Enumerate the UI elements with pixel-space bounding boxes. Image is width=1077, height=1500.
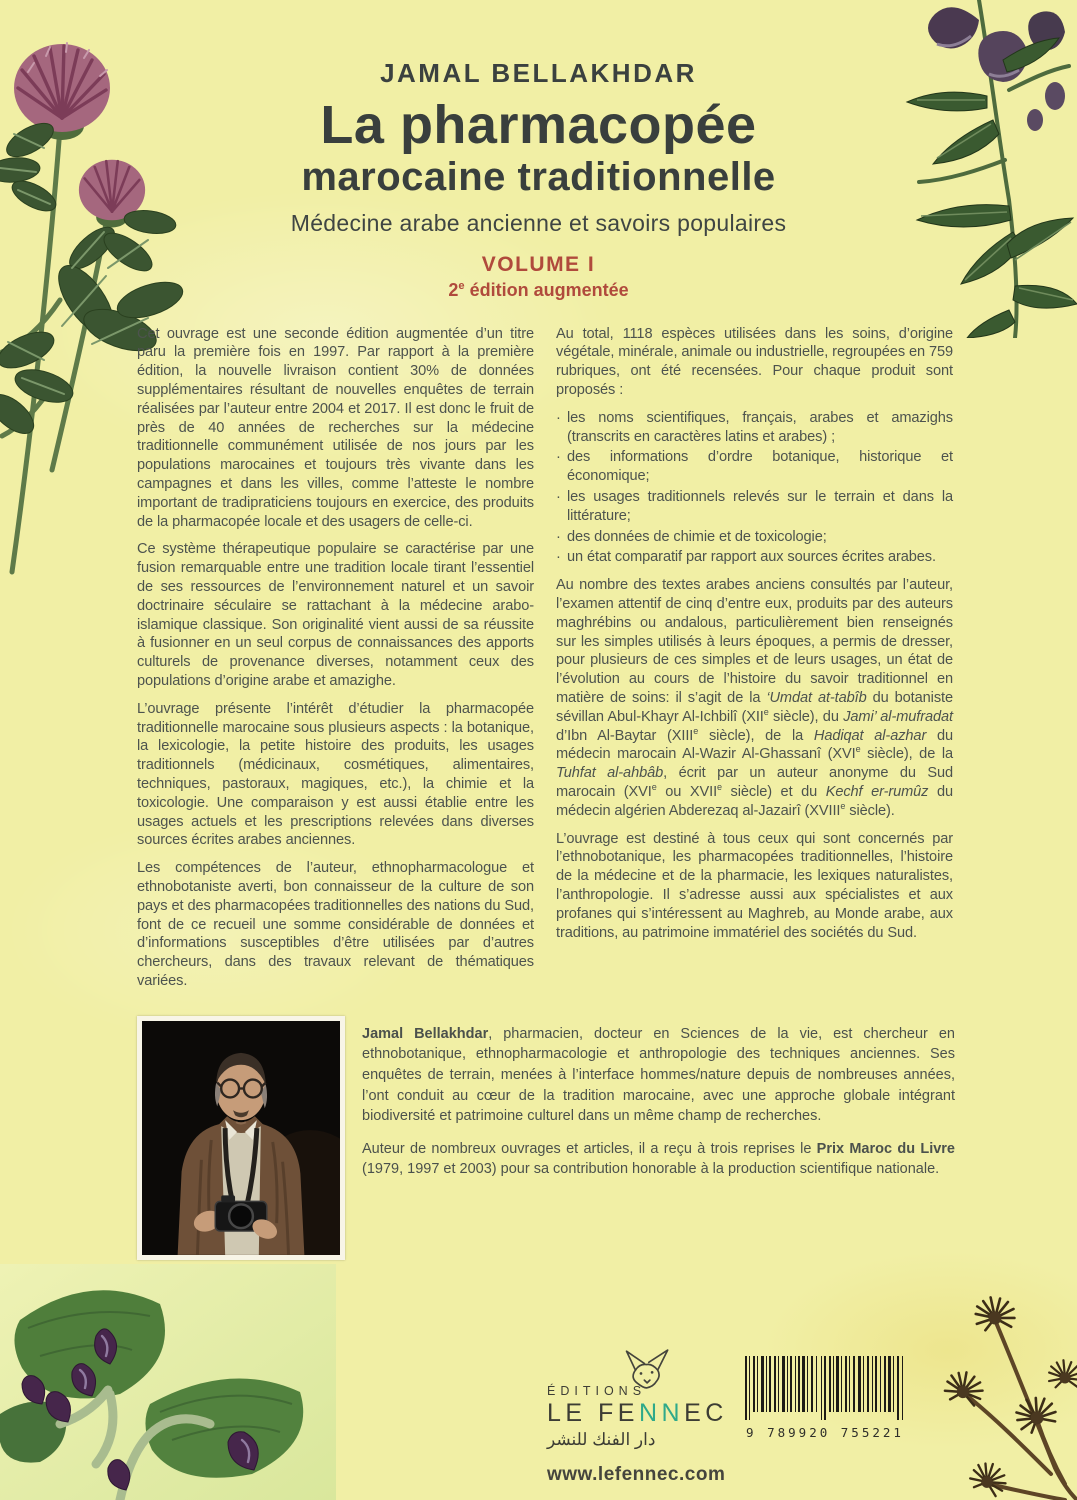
author-bio-section bbox=[137, 1016, 955, 1260]
paragraph: Les compétences de l’auteur, ethnopharmacologue et ethnobotaniste averti, bon connaisseur de la culture de son pays et des pharmacopées traditionnelles des nations du Sud, font de ce recueil une somme considérable de données et d’informations susceptibles d’être utilisées par d’autres chercheurs, dans des travaux relevant de thématiques variées. bbox=[137, 860, 534, 989]
paragraph: Au nombre des textes arabes anciens consultés par l’auteur, l’examen attentif de cinq d’entre eux, produits par des auteurs maghrébins ou andalous, particulièrement bien renseignés sur les simples utilisés à leurs époques, a permis de dresser, pour plusieurs de ces simples et de leurs usages, un état de l’évolution au cours de l’histoire du savoir traditionnel en matière de soins: il s’agit de la ‘Umdat at-tabîb du botaniste sévillan Abul-Khayr Al-Ichbilî (XIIe siècle), du Jami’ al-mufradat d’Ibn Al-Baytar (XIIIe siècle), de la Hadiqat al-azhar du médecin marocain Al-Wazir Al-Ghassanî (XVIe siècle), de la Tuhfat al-ahbâb, écrit par un auteur anonyme du Sud marocain (XVIe ou XVIIe siècle) et du Kechf er-rumûz du médecin algérien Abderezaq al-Jazairî (XVIIIe siècle). bbox=[556, 577, 954, 819]
bullet-item: · un état comparatif par rapport aux sources écrites arabes. bbox=[556, 549, 936, 566]
publisher-arabic-name: دار الفنك للنشر bbox=[547, 1430, 656, 1449]
bullet-marker: · bbox=[556, 528, 561, 545]
bullet-item: · les usages traditionnels relevés sur le terrain et dans la littérature; bbox=[556, 489, 953, 524]
edition-label: 2e édition augmentée bbox=[448, 279, 629, 300]
bullet-item: · les noms scientifiques, français, arabes et amazighs (transcrits en caractères latins et arabes) ; bbox=[556, 409, 953, 445]
cover-header bbox=[0, 0, 1077, 301]
book-title-line1: La pharmacopée bbox=[320, 95, 757, 155]
editions-label: ÉDITIONS bbox=[547, 1384, 647, 1398]
body-columns bbox=[137, 325, 953, 1000]
author-photo bbox=[137, 1016, 345, 1260]
paragraph: L’ouvrage présente l’intérêt d’étudier la pharmacopée traditionnelle marocaine sous plusieurs aspects : la botanique, la lexicologie, la petite histoire des produits, les usages traditionnels (médicinaux, cosmétiques, alimentaires, techniques, pastoraux, magiques, etc.), la chimie et la toxicologie. Une comparaison y est aussi établie entre les usages actuels et les prescriptions relevées dans diverses sources écrites arabes anciennes. bbox=[137, 700, 534, 849]
right-column bbox=[556, 325, 953, 1000]
barcode-block bbox=[737, 1356, 913, 1440]
paragraph: Ce système thérapeutique populaire se caractérise par une fusion remarquable entre une tradition locale tirant l’essentiel de ses ressources de l’environnement naturel et un savoir doctrinaire séculaire se rattachant à la médecine arabo-islamique classique. Son originalité vient aussi de sa réussite à fusionner en un seul corpus de connaissances des apports culturels de provenance diverses, notamment ceux des populations d’origine arabe et amazighe. bbox=[137, 541, 534, 690]
website-url: www.lefennec.com bbox=[547, 1464, 726, 1485]
bio-paragraph: Jamal Bellakhdar, pharmacien, docteur en Sciences de la vie, est chercheur en ethnobotanique, ethnopharmacologie et anthropologie des techniques anciennes. Ses enquêtes de terrain, menées à l’interface hommes/nature depuis de nombreuses années, l’ont conduit au cœur de la tradition marocaine, avec une approche globale intégrant biodiversité et patrimoine culturel dans un même champ de recherches. bbox=[362, 1025, 955, 1125]
publisher-name: LE FENNEC bbox=[547, 1399, 728, 1427]
author-bio-text bbox=[362, 1016, 955, 1260]
bullet-marker: · bbox=[556, 409, 561, 426]
volume-label: VOLUME I bbox=[481, 252, 596, 276]
paragraph: L’ouvrage est destiné à tous ceux qui sont concernés par l’ethnobotanique, les pharmacopées traditionnelles, l’histoire de la médecine et de la pharmacie, les lexiques naturalistes, l’anthropologie. Il s’adresse aussi aux spécialistes et aux profanes qui s’intéressent au Maghreb, au Monde arabe, aux traditions, au patrimoine immatériel des sociétés du Sud. bbox=[556, 830, 953, 941]
fennec-fox-icon bbox=[621, 1346, 671, 1397]
paragraph: Cet ouvrage est une seconde édition augmentée d’un titre paru la première fois en 1997. Par rapport à la première édition, la nouvelle livraison contient 30% de données supplémentaires résultant de nouvelles enquêtes de terrain réalisées par l’auteur entre 2004 et 2017. Il est donc le fruit de près de 40 années de recherches sur la médecine traditionnelle communément utilisée de nos jours par les populations marocaines et toujours très vivante dans les campagnes et dans les villes, comme l’atteste le nombre important de tradipraticiens toujours en exercice, des produits de la pharmacopée locale et des usagers de celle-ci. bbox=[137, 325, 534, 530]
bullet-marker: · bbox=[556, 449, 561, 466]
isbn-digits: 9 789920 755221 bbox=[746, 1425, 904, 1440]
bullet-item: · des données de chimie et de toxicologie; bbox=[556, 528, 827, 545]
subtitle-tagline: Médecine arabe ancienne et savoirs populaires bbox=[290, 209, 787, 236]
book-title-line2: marocaine traditionnelle bbox=[301, 154, 776, 199]
bio-paragraph: Auteur de nombreux ouvrages et articles, il a reçu à trois reprises le Prix Maroc du Livre (1979, 1997 et 2003) pour sa contribution honorable à la production scientifique nationale. bbox=[362, 1140, 955, 1178]
bullet-marker: · bbox=[556, 489, 561, 506]
barcode-icon bbox=[739, 1356, 911, 1420]
author-name: JAMAL BELLAKHDAR bbox=[380, 58, 697, 88]
publisher-logo bbox=[547, 1348, 732, 1486]
bullet-marker: · bbox=[556, 549, 561, 566]
left-column bbox=[137, 325, 534, 1000]
paragraph: Au total, 1118 espèces utilisées dans les soins, d’origine végétale, minérale, animale ou industrielle, regroupées en 759 rubriques, ont été recensées. Pour chaque produit sont proposés : bbox=[556, 325, 954, 399]
publisher-footer bbox=[0, 1348, 1077, 1498]
bullet-item: · des informations d’ordre botanique, historique et économique; bbox=[556, 449, 953, 485]
